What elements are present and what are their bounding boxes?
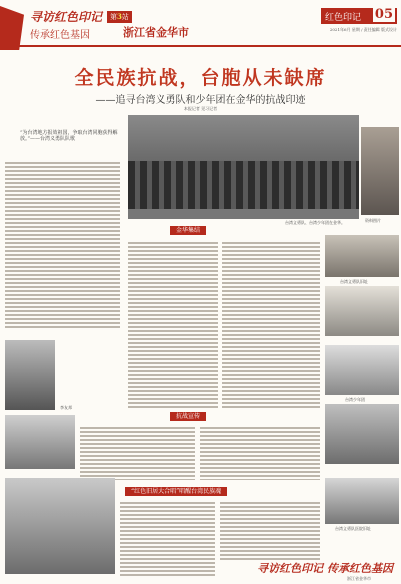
section-heading-3: “红色旧居大合唱”唱醒台湾民族魂 — [125, 487, 227, 496]
right-caption-3: 台湾少年团 — [345, 397, 365, 402]
flag-decoration — [0, 6, 24, 50]
series-suffix: 站 — [121, 13, 129, 21]
brand-line1: 寻访红色印记 — [30, 10, 103, 24]
bottom-left-photo — [5, 478, 115, 574]
text-column — [200, 425, 320, 480]
series-badge — [107, 11, 132, 23]
lead-quote: “为台湾地方报效祖国，争取台湾同胞获得解放。”——台湾义勇队队歌 — [20, 130, 118, 142]
text-column — [5, 160, 120, 330]
right-caption-5: 台湾义勇队医院旧址 — [335, 526, 371, 531]
page-meta: 2021年6月 星期 / 责任编辑 版式设计 — [329, 27, 397, 32]
series-num: 3 — [117, 12, 122, 21]
right-photo-3 — [325, 345, 399, 395]
text-column — [120, 500, 215, 578]
article-byline: 本报记者 见习记者 — [183, 106, 218, 111]
footer-meta: 浙江省金华市 — [347, 576, 371, 581]
page-number: 05 — [374, 7, 393, 22]
section-heading-2: 抗战宣传 — [170, 412, 206, 421]
article-subtitle: ——追寻台湾义勇队和少年团在金华的抗战印迹 — [95, 95, 306, 106]
portrait-photo — [5, 340, 55, 410]
footer-brand: 寻访红色印记 传承红色基因 — [257, 562, 393, 575]
brand-line2: 传承红色基因 — [30, 30, 90, 41]
main-photo — [128, 115, 359, 219]
text-column — [220, 500, 320, 560]
portrait-caption: 李友邦 — [60, 405, 72, 410]
text-column — [128, 240, 218, 410]
series-label: 第 — [110, 13, 117, 21]
side-photo — [361, 127, 399, 215]
text-column — [222, 240, 320, 410]
side-caption: 资料图片 — [365, 218, 381, 223]
header-rule — [0, 45, 401, 47]
right-photo-1 — [325, 235, 399, 277]
page-header — [0, 0, 401, 58]
main-caption: 台湾义勇队、台湾少年团在金华。 — [285, 220, 345, 225]
group-photo — [5, 415, 75, 469]
page-tag: 红色印记 — [325, 13, 362, 23]
right-photo-5 — [325, 478, 399, 524]
right-photo-4 — [325, 404, 399, 464]
section-heading-1: 金华集结 — [170, 226, 206, 235]
right-photo-2 — [325, 286, 399, 336]
article-title: 全民族抗战，台胞从未缺席 — [74, 67, 327, 89]
city-name: 浙江省金华市 — [123, 26, 189, 39]
right-caption-1: 台湾义勇队旧址 — [340, 279, 368, 284]
text-column — [80, 425, 195, 480]
